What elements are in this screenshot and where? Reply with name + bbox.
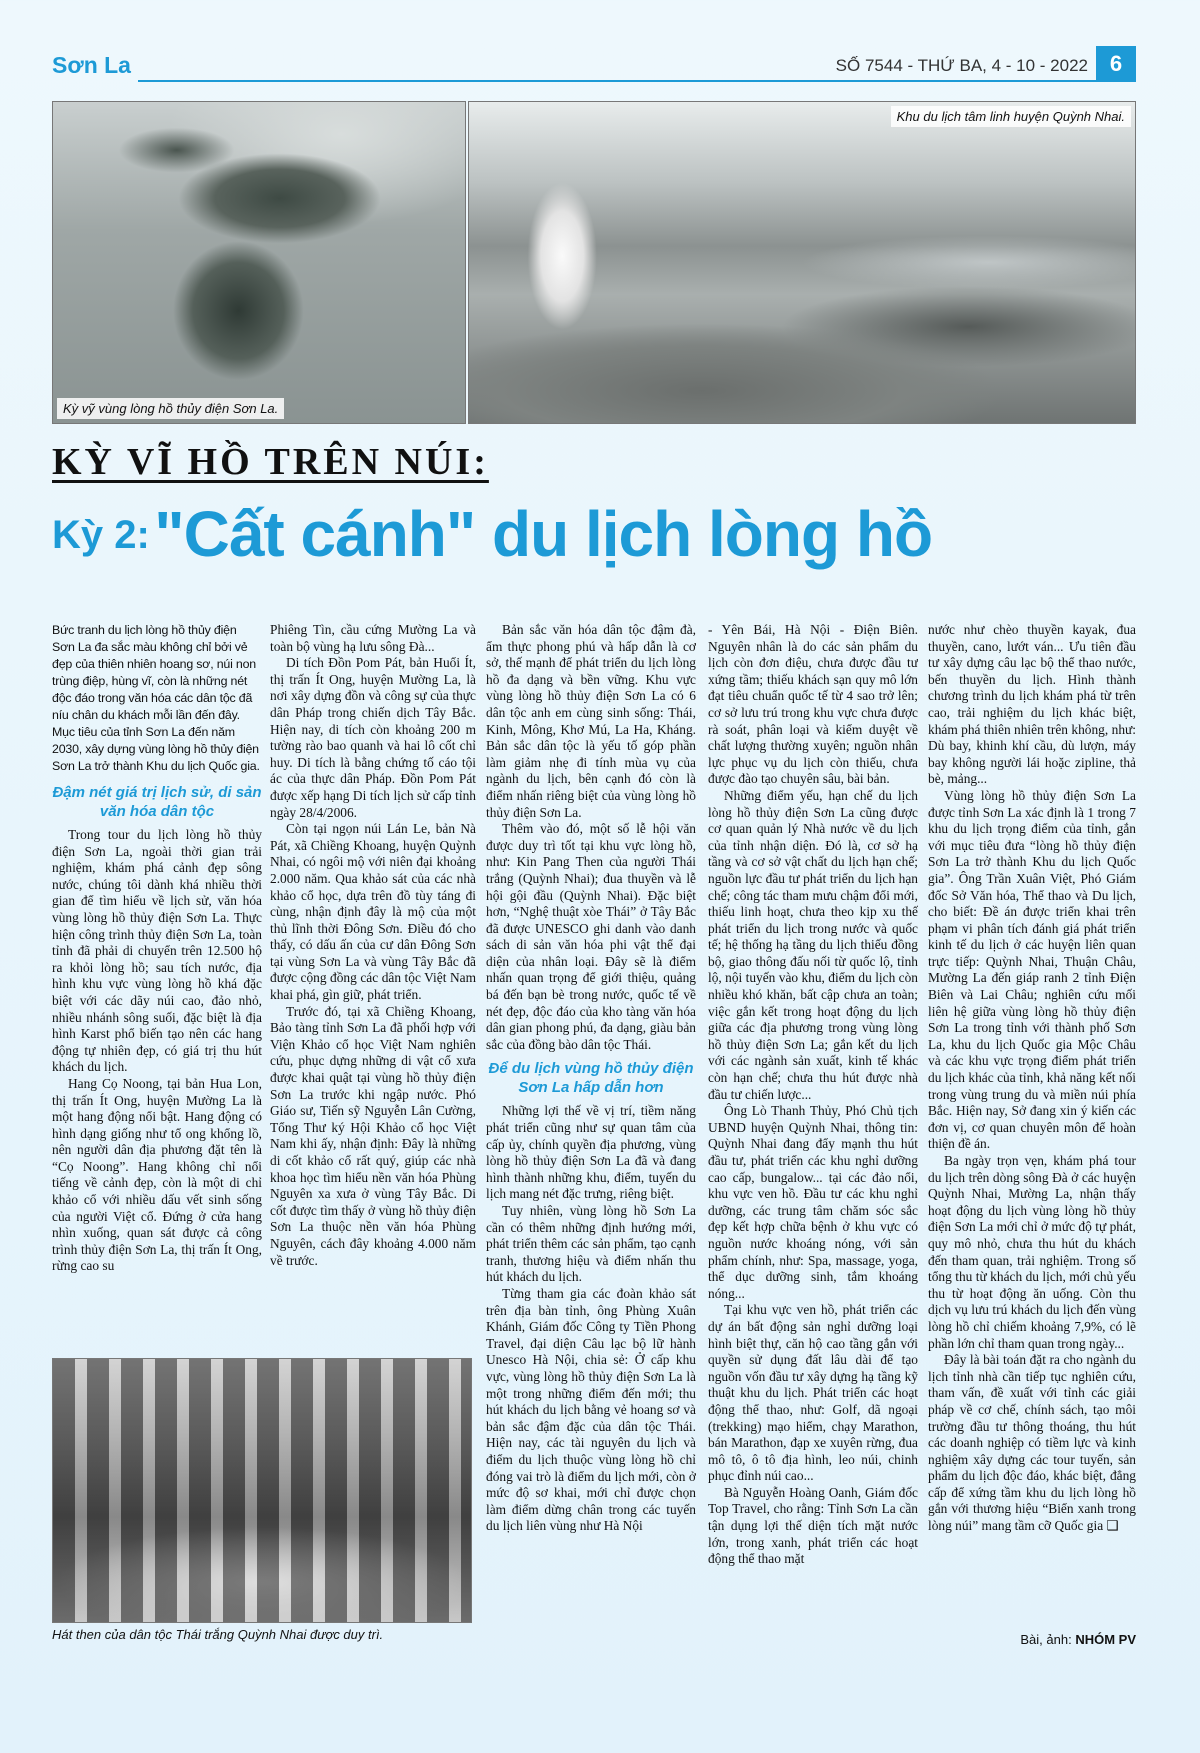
paragraph: Ông Lò Thanh Thủy, Phó Chủ tịch UBND huyện Quỳnh Nhai, thông tin: Quỳnh Nhai đang đẩy mạnh thu hút đầu tư, phát triển các khu nghỉ dưỡng cao cấp, bungalow... tại các đảo nổi, khu vực ven hồ. Đầu tư các khu nghỉ dưỡng, các trung tâm chăm sóc sắc đẹp kết hợp chữa bệnh ở khu vực có nguồn nước khoáng nóng, với sản phẩm chính, như: Spa, massage, yoga, thể dục dưỡng sinh, tắm khoáng nóng... (708, 1103, 918, 1301)
paragraph: Từng tham gia các đoàn khảo sát trên địa bàn tỉnh, ông Phùng Xuân Khánh, Giám đốc Công ty Tiền Phong Travel, đại diện Câu lạc bộ lữ hành Unesco Hà Nội, chia sẻ: Ở cấp khu vực, vùng lòng hồ thủy điện Sơn La là một trong những điểm đến mới; thu hút khách du lịch bằng vẻ hoang sơ và bản sắc đậm đặc của dân tộc Thái. Hiện nay, các tài nguyên du lịch và điểm du lịch thuộc vùng lòng hồ chỉ đóng vai trò là điểm du lịch mới, còn ở mức độ sơ khai, mới chỉ được chọn làm điểm dừng chân trong các tuyến du lịch liên vùng như Hà Nội (486, 1285, 696, 1534)
byline (928, 1632, 1136, 1647)
series-label: Kỳ 2: (52, 513, 150, 557)
subheading-1: Đậm nét giá trị lịch sử, di sản văn hóa dân tộc (52, 784, 262, 820)
header-rule (138, 80, 1136, 82)
article-column-2 (270, 622, 476, 1352)
paragraph: Còn tại ngọn núi Lán Le, bản Nà Pát, xã Chiềng Khoang, huyện Quỳnh Nhai, có ngôi mộ với niên đại khoảng 2.000 năm. Qua khảo sát của các nhà khảo cổ học, dựa trên đồ tùy táng đi cùng, nhận định đây là mộ của một thủ lĩnh thời Đông Sơn. Điều đó cho thấy, có dấu ấn của cư dân Đông Sơn tại vùng Sơn La và vùng Tây Bắc đã được cộng đồng các dân tộc Việt Nam khai phá, gìn giữ, phát triển. (270, 821, 476, 1003)
article-column-3 (486, 622, 696, 1753)
paragraph: Hang Cọ Noong, tại bản Hua Lon, thị trấn Ít Ong, huyện Mường La là một hang động nổi bật. Hang động có hình dạng giống như tổ ong khổng lồ, nên người dân địa phương đặt tên là “Cọ Noong”. Hang không chỉ nổi tiếng về cảnh đẹp, còn là một di chỉ khảo cổ với nhiều dấu vết sinh sống của người Việt cổ. Đứng ở cửa hang nhìn xuống, quan sát được cả công trình thủy điện Sơn La, thị trấn Ít Ong, rừng cao su (52, 1075, 262, 1274)
paragraph: Bà Nguyễn Hoàng Oanh, Giám đốc Top Travel, cho rằng: Tỉnh Sơn La cần tận dụng lợi thế diện tích mặt nước lớn, trong xanh, phát triển các hoạt động thể thao mặt (708, 1484, 918, 1567)
paragraph: Những lợi thế về vị trí, tiềm năng phát triển cũng như sự quan tâm của cấp ủy, chính quyền địa phương, vùng lòng hồ thủy điện Sơn La đã và đang hình thành những khu, điểm, tuyến du lịch mang nét đặc trưng, riêng biệt. (486, 1103, 696, 1202)
paragraph: Vùng lòng hồ thủy điện Sơn La được tỉnh Sơn La xác định là 1 trong 7 khu du lịch trọng điểm của tỉnh, gắn với mục tiêu đưa “lòng hồ thủy điện Sơn La trở thành Khu du lịch Quốc gia”. Ông Trần Xuân Việt, Phó Giám đốc Sở Văn hóa, Thể thao và Du lịch, cho biết: Đề án được triển khai trên phạm vi phân tích đánh giá phát triển kinh tế du lịch ở các huyện liên quan trực tiếp: Quỳnh Nhai, Thuận Châu, Mường La đến giáp ranh 2 tỉnh Điện Biên và Lai Châu; nghiên cứu mối liên hệ giữa vùng lòng hồ thủy điện Sơn La trong tỉnh với thành phố Sơn La, khu du lịch Quốc gia Mộc Châu và các khu vực trọng điểm phát triển du lịch khác của tỉnh, khả năng kết nối trong vùng trung du và miền núi phía Bắc. Hiện nay, Sở đang xin ý kiến các đơn vị, cơ quan chuyên môn để hoàn thiện đề án. (928, 787, 1136, 1152)
issue-line: SỐ 7544 - THỨ BA, 4 - 10 - 2022 (835, 56, 1088, 75)
section-name: Sơn La (52, 52, 131, 78)
paragraph: Trước đó, tại xã Chiềng Khoang, Bảo tàng tỉnh Sơn La đã phối hợp với Viện Khảo cổ học Việt Nam nghiên cứu, phục dựng những di vật cổ xưa được khai quật tại vùng hồ thủy điện Sơn La trước khi ngập nước. Phó Giáo sư, Tiến sỹ Nguyễn Lân Cường, Tổng Thư ký Hội Khảo cổ học Việt Nam khi ấy, nhận định: Đây là những di cốt khảo cổ rất quý, giúp các nhà khoa học tìm hiểu nền văn hóa Phùng Nguyên xa xưa ở vùng Tây Bắc. Di cốt được tìm thấy ở vùng hồ thủy điện Sơn La thuộc nền văn hóa Phùng Nguyên, cách đây khoảng 4.000 năm về trước. (270, 1003, 476, 1268)
then-singing-photo (52, 1358, 472, 1623)
paragraph: Phiêng Tìn, cầu cứng Mường La và toàn bộ vùng hạ lưu sông Đà... (270, 622, 476, 654)
paragraph: Tại khu vực ven hồ, phát triển các dự án bất động sản nghỉ dưỡng loại hình biệt thự, căn hộ cao tầng gắn với quyền sử dụng đất lâu dài để tạo nguồn vốn đầu tư xây dựng hạ tầng kỹ thuật khu du lịch. Phát triển các hoạt động thể thao, như: Golf, dã ngoại (trekking) mạo hiểm, chạy Marathon, bán Marathon, đạp xe xuyên rừng, đua mô tô, ô tô địa hình, leo núi, chinh phục đỉnh núi cao... (708, 1302, 918, 1484)
byline-prefix: Bài, ảnh: (1020, 1632, 1072, 1647)
paragraph: Đây là bài toán đặt ra cho ngành du lịch tỉnh nhà cần tiếp tục nghiên cứu, tham vấn, đề xuất với tỉnh các giải pháp về cơ chế, chính sách, tạo môi trường đầu tư thông thoáng, thu hút các doanh nghiệp có tiềm lực và kinh nghiệm xây dựng các tour tuyến, sản phẩm du lịch độc đáo, khác biệt, đẳng cấp để xứng tầm khu du lịch lòng hồ gắn với thương hiệu “Biển xanh trong lòng núi” mang tầm cỡ Quốc gia ❑ (928, 1352, 1136, 1534)
page-header (52, 46, 1136, 82)
paragraph: Thêm vào đó, một số lễ hội văn được duy trì tốt tại khu vực lòng hồ, như: Kin Pang Then của người Thái trắng (Quỳnh Nhai); đua thuyền và lễ hội gội đầu (Quỳnh Nhai). Đặc biệt hơn, “Nghệ thuật xòe Thái” ở Tây Bắc đã được UNESCO ghi danh vào danh sách di sản văn hóa phi vật thể đại diện của nhân loại. Đây sẽ là điểm nhấn quan trọng để giới thiệu, quảng bá đến bạn bè trong nước, quốc tế về nét đẹp, độc đáo của kho tàng văn hóa dân gian phong phú, đa dạng, giàu bản sắc của đồng bào dân tộc Thái. (486, 821, 696, 1052)
headline-text: "Cất cánh" du lịch lòng hồ (154, 498, 933, 570)
page-number: 6 (1096, 46, 1136, 82)
paragraph: Di tích Đồn Pom Pát, bản Huổi Ít, thị trấn Ít Ong, huyện Mường La, là nơi xây dựng đồn và công sự của thực dân Pháp trong chiến dịch Tây Bắc. Hiện nay, di tích còn khoảng 200 m tường rào bao quanh và hai lô cốt chỉ huy. Di tích là bằng chứng tố cáo tội ác của thực dân Pháp. Đồn Pom Pát được xếp hạng Di tích lịch sử cấp tỉnh ngày 28/4/2006. (270, 655, 476, 820)
paragraph: nước như chèo thuyền kayak, đua thuyền, cano, lướt ván... Ưu tiên đầu tư xây dựng câu lạc bộ thể thao nước, bến thuyền du lịch. Hình thành chương trình du lịch khám phá từ trên cao, trải nghiệm du lịch khác biệt, khám phá thiên nhiên trên không, như: Dù bay, khinh khí cầu, dù lượn, máy bay không người lái hoặc zipline, thả bè, mảng... (928, 622, 1136, 787)
lake-aerial-photo (52, 101, 466, 424)
paragraph: - Yên Bái, Hà Nội - Điện Biên. Nguyên nhân là do các sản phẩm du lịch còn đơn điệu, chưa được đầu tư xứng tầm; thiếu khách sạn quy mô lớn đạt tiêu chuẩn quốc tế từ 4 sao trở lên; cơ sở lưu trú trong khu vực chưa được rà soát, phân loại và kiểm duyệt về chất lượng thường xuyên; nguồn nhân lực phục vụ du lịch còn thiếu, chưa được đào tạo chuyên sâu, bài bản. (708, 622, 918, 787)
article-column-5 (928, 622, 1136, 1753)
paragraph: Tuy nhiên, vùng lòng hồ Sơn La cần có thêm những định hướng mới, phát triển thêm các sản phẩm, tạo cạnh tranh, thương hiệu và điểm nhấn thu hút khách du lịch. (486, 1203, 696, 1285)
photo-caption-bottom: Hát then của dân tộc Thái trắng Quỳnh Nhai được duy trì. (52, 1627, 384, 1642)
paragraph: Trong tour du lịch lòng hồ thủy điện Sơn La, ngoài thời gian trải nghiệm, khám phá cảnh đẹp sông nước, chúng tôi dành khá nhiều thời gian để tìm hiểu về lịch sử, văn hóa vùng lòng hồ thủy điện Sơn La. Thực hiện công trình thủy điện Sơn La, toàn tỉnh đã phải di chuyển trên 12.500 hộ ra khỏi lòng hồ; sau tích nước, địa hình khu vực vùng lòng hồ khá đặc biệt với các dãy núi cao, đảo nhỏ, nhiều nhánh sông suối, đặc biệt là địa hình Karst phổ biến tạo nên các hang động tự nhiên đẹp, có giá trị thu hút khách du lịch. (52, 827, 262, 1075)
paragraph: Ba ngày trọn vẹn, khám phá tour du lịch trên dòng sông Đà ở các huyện Quỳnh Nhai, Mường La, nhận thấy hoạt động du lịch vùng lòng hồ thủy điện Sơn La mới chỉ ở mức độ tự phát, quy mô nhỏ, chưa thu hút du khách đến tham quan, trải nghiệm. Trong số tổng thu từ khách du lịch, mới chủ yếu thu từ hoạt động ăn uống. Còn thu dịch vụ lưu trú khách du lịch đến vùng lòng hồ chỉ chiếm khoảng 7,9%, có lẽ phần lớn chỉ tham quan trong ngày... (928, 1153, 1136, 1351)
article-kicker: KỲ VĨ HỒ TRÊN NÚI: (52, 441, 489, 483)
subheading-2: Để du lịch vùng hồ thủy điện Sơn La hấp dẫn hơn (488, 1060, 694, 1097)
paragraph: Bản sắc văn hóa dân tộc đậm đà, ẩm thực phong phú và hấp dẫn là cơ sở, thế mạnh để phát triển du lịch lòng hồ đa dạng và bền vững. Khu vực vùng lòng hồ thủy điện Sơn La có 6 dân tộc anh em cùng sinh sống: Thái, Kinh, Mông, Khơ Mú, La Ha, Kháng. Bản sắc dân tộc là yếu tố góp phần làm giảm nhẹ đi tính mùa vụ của ngành du lịch, bên cạnh đó còn là điểm nhấn riêng biệt của vùng lòng hồ thủy điện Sơn La. (486, 622, 696, 820)
spiritual-site-photo (468, 101, 1136, 424)
paragraph: Những điểm yếu, hạn chế du lịch lòng hồ thủy điện Sơn La cũng được cơ quan quản lý Nhà nước về du lịch của tỉnh nhận diện. Đó là, cơ sở hạ tầng và cơ sở vật chất du lịch hạn chế; nguồn lực đầu tư phát triển du lịch hạn chế; công tác tham mưu chậm đổi mới, thiếu linh hoạt, chưa theo kịp xu thế phát triển du lịch trong nước và quốc tế; hệ thống hạ tầng du lịch thiếu đồng bộ, giao thông đấu nối từ quốc lộ, tỉnh lộ, nội tuyến vào khu, điểm du lịch còn nhiều khó khăn, bất cập chưa an toàn; việc gắn kết trong hoạt động du lịch giữa các địa phương trong vùng lòng hồ thủy điện Sơn La; gắn kết du lịch với các ngành sản xuất, kinh tế khác còn hạn chế; chưa thu hút được nhà đầu tư chiến lược... (708, 787, 918, 1102)
byline-author: NHÓM PV (1075, 1632, 1136, 1647)
article-column-1 (52, 622, 262, 1352)
photo-caption-left: Kỳ vỹ vùng lòng hồ thủy điện Sơn La. (57, 398, 284, 419)
article-lead: Bức tranh du lịch lòng hồ thủy điện Sơn La đa sắc màu không chỉ bởi vẻ đẹp của thiên nhiên hoang sơ, núi non trùng điệp, hùng vĩ, còn là những nét độc đáo trong văn hóa các dân tộc đã níu chân du khách mỗi lần đến đây. Mục tiêu của tỉnh Sơn La đến năm 2030, xây dựng vùng lòng hồ thủy điện Sơn La trở thành Khu du lịch Quốc gia. (52, 623, 260, 773)
article-column-4 (708, 622, 918, 1753)
article-headline (52, 497, 932, 571)
photo-caption-right: Khu du lịch tâm linh huyện Quỳnh Nhai. (891, 106, 1131, 127)
